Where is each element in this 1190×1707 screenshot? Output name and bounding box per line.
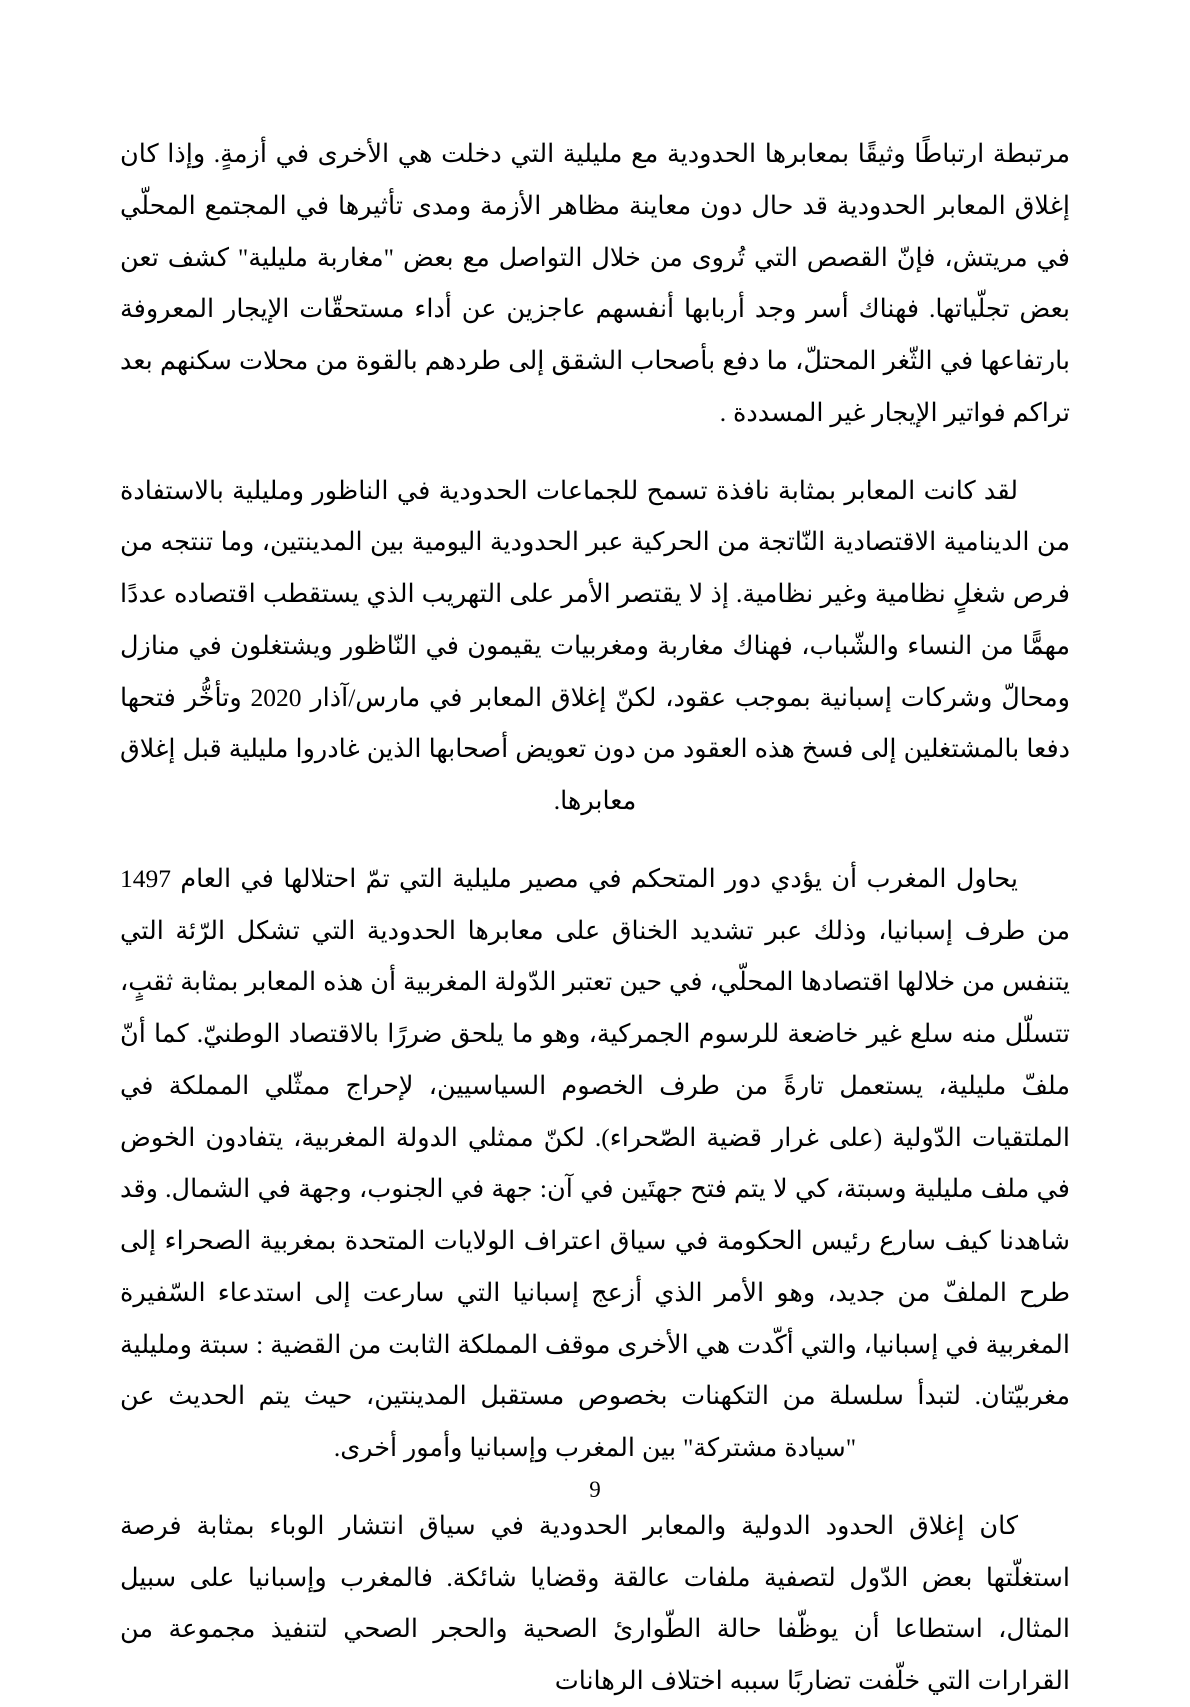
paragraph-1: مرتبطة ارتباطًا وثيقًا بمعابرها الحدودية مع مليلية التي دخلت هي الأخرى في أزمةٍ. وإذا كان إغلاق المعابر الحدودية قد حال دون معاينة مظاهر الأزمة ومدى تأثيرها في المجتمع المحلّي في مريتش، فإنّ القصص التي تُروى من خلال التواصل مع بعض "مغاربة مليلية" كشف تعن بعض تجلّياتها. فهناك أسر وجد أربابها أنفسهم عاجزين عن أداء مستحقّات الإيجار المعروفة بارتفاعها في الثّغر المحتلّ، ما دفع بأصحاب الشقق إلى طردهم بالقوة من محلات سكنهم بعد تراكم فواتير الإيجار غير المسددة . — [120, 139, 1070, 427]
page-number: 9 — [589, 1477, 601, 1502]
paragraph-3: يحاول المغرب أن يؤدي دور المتحكم في مصير مليلية التي تمّ احتلالها في العام 1497 من طرف إسبانيا، وذلك عبر تشديد الخناق على معابرها الحدودية التي تشكل الرّئة التي يتنفس من خلالها اقتصادها المحلّي، في حين تعتبر الدّولة المغربية أن هذه المعابر بمثابة ثقبٍ، تتسلّل منه سلع غير خاضعة للرسوم الجمركية، وهو ما يلحق ضررًا بالاقتصاد الوطنيّ. كما أنّ ملفّ مليلية، يستعمل تارةً من طرف الخصوم السياسيين، لإحراج ممثّلي المملكة في الملتقيات الدّولية (على غرار قضية الصّحراء). لكنّ ممثلي الدولة المغربية، يتفادون الخوض في ملف مليلية وسبتة، كي لا يتم فتح جهتَين في آن: جهة في الجنوب، وجهة في الشمال. وقد شاهدنا كيف سارع رئيس الحكومة في سياق اعتراف الولايات المتحدة بمغربية الصحراء إلى طرح الملفّ من جديد، وهو الأمر الذي أزعج إسبانيا التي سارعت إلى استدعاء السّفيرة المغربية في إسبانيا، والتي أكّدت هي الأخرى موقف المملكة الثابت من القضية : سبتة ومليلية مغربيّتان. لتبدأ سلسلة من التكهنات بخصوص مستقبل المدينتين، حيث يتم الحديث عن "سيادة مشتركة" بين المغرب وإسبانيا وأمور أخرى. — [120, 863, 1070, 1462]
paragraph-4: كان إغلاق الحدود الدولية والمعابر الحدودية في سياق انتشار الوباء بمثابة فرصة استغلّتها بعض الدّول لتصفية ملفات عالقة وقضايا شائكة. فالمغرب وإسبانيا على سبيل المثال، استطاعا أن يوظّفا حالة الطّوارئ الصحية والحجر الصحي لتنفيذ مجموعة من القرارات التي خلّفت تضاربًا سببه اختلاف الرهانات — [120, 1510, 1070, 1695]
paragraph-2: لقد كانت المعابر بمثابة نافذة تسمح للجماعات الحدودية في الناظور ومليلية بالاستفادة من الدينامية الاقتصادية النّاتجة من الحركية عبر الحدودية اليومية بين المدينتين، وما تنتجه من فرص شغلٍ نظامية وغير نظامية. إذ لا يقتصر الأمر على التهريب الذي يستقطب اقتصاده عددًا مهمًّا من النساء والشّباب، فهناك مغاربة ومغربيات يقيمون في النّاظور ويشتغلون في منازل ومحالّ وشركات إسبانية بموجب عقود، لكنّ إغلاق المعابر في مارس/آذار 2020 وتأخُّر فتحها دفعا بالمشتغلين إلى فسخ هذه العقود من دون تعويض أصحابها الذين غادروا مليلية قبل إغلاق معابرها. — [120, 475, 1070, 815]
document-body — [120, 128, 1070, 1707]
